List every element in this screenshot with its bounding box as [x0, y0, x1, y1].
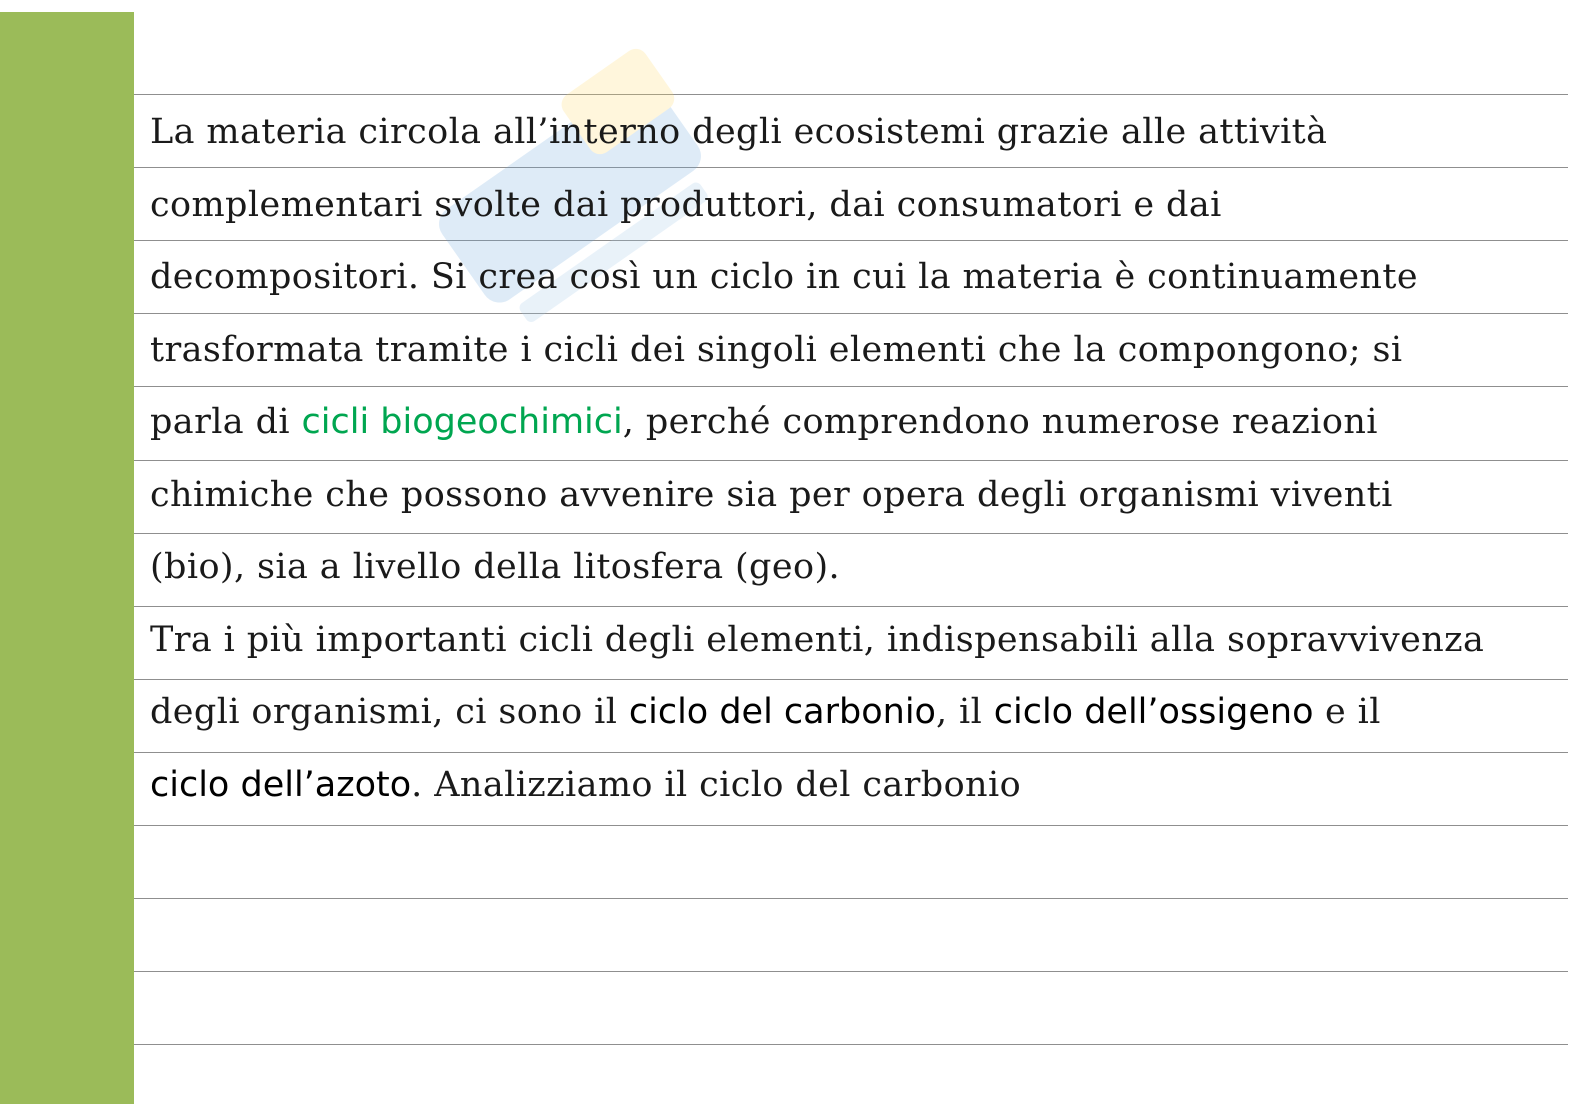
text-run: decompositori. Si crea così un ciclo in cui la materia è continuamente — [150, 257, 1418, 297]
ruled-line — [134, 825, 1568, 826]
text-run: parla di — [150, 402, 302, 442]
paragraph — [150, 604, 1560, 822]
text-run: complementari svolte dai produttori, dai consumatori e dai — [150, 184, 1222, 225]
text-line — [150, 314, 1560, 387]
highlighted-term: cicli biogeochimici — [301, 402, 623, 442]
text-run: , il — [935, 692, 994, 732]
key-term: ciclo dell’ossigeno — [993, 692, 1314, 732]
text-line — [150, 386, 1560, 459]
text-line — [150, 96, 1560, 169]
text-line — [150, 676, 1560, 749]
ruled-line — [134, 1044, 1568, 1045]
text-run: e il — [1313, 692, 1381, 732]
text-line — [150, 241, 1560, 314]
text-line — [150, 604, 1560, 677]
green-side-bar — [0, 12, 134, 1104]
key-term: ciclo del carbonio — [628, 692, 936, 732]
text-run: chimiche che possono avvenire sia per opera degli organismi viventi — [150, 474, 1393, 515]
ruled-line — [134, 971, 1568, 972]
text-run: Tra i più importanti cicli degli elementi, indispensabili alla sopravvivenza — [150, 619, 1485, 660]
text-run: . Analizziamo il ciclo del carbonio — [411, 764, 1022, 805]
text-run: , perché comprendono numerose reazioni — [622, 402, 1378, 442]
text-run: La materia circola all’interno degli ecosistemi grazie alle attività — [150, 112, 1328, 152]
paragraph — [150, 96, 1560, 604]
key-term: ciclo dell’azoto — [150, 764, 412, 805]
text-line — [150, 459, 1560, 532]
text-run: (bio), sia a livello della litosfera (geo). — [150, 547, 841, 587]
text-line — [150, 749, 1560, 822]
body-text — [150, 96, 1560, 821]
text-run: degli organismi, ci sono il — [150, 692, 629, 732]
text-line — [150, 169, 1560, 242]
text-line — [150, 531, 1560, 604]
ruled-line — [134, 94, 1568, 95]
text-run: trasformata tramite i cicli dei singoli elementi che la compongono; si — [150, 329, 1403, 370]
ruled-line — [134, 898, 1568, 899]
